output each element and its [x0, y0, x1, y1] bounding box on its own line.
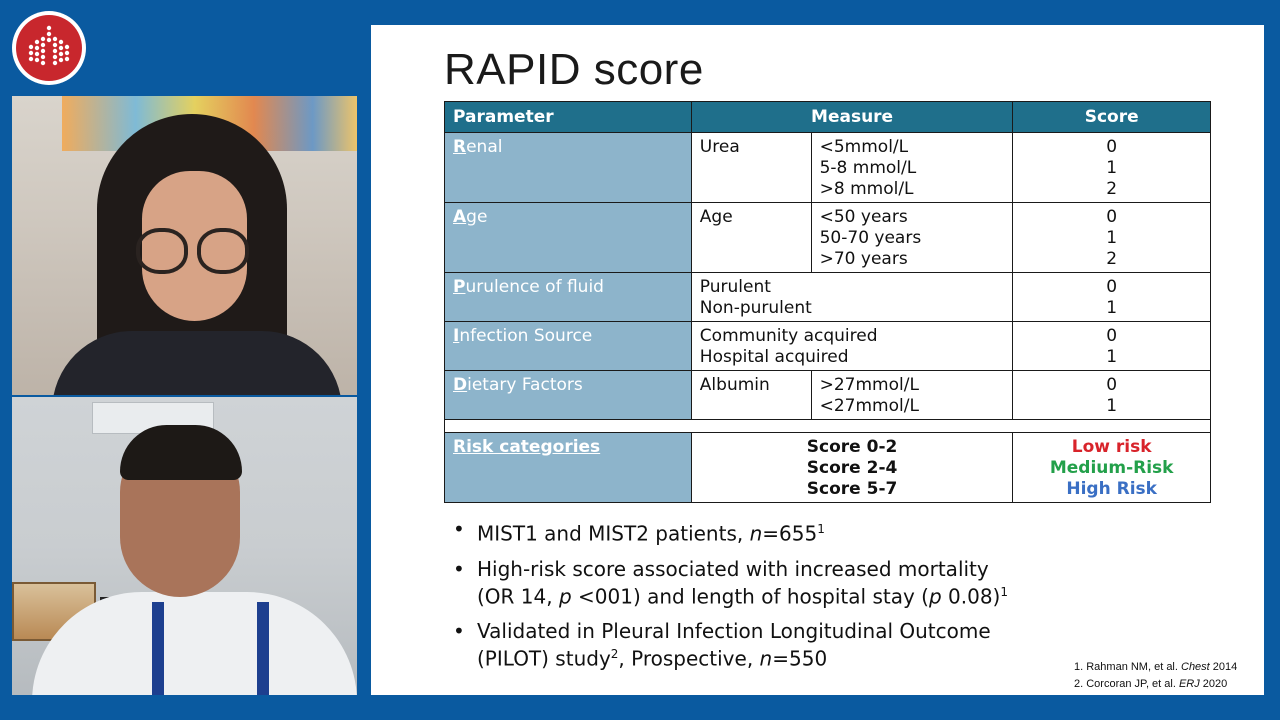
measure-cell: Purulent Non-purulent — [691, 273, 1013, 322]
table-row — [445, 273, 1211, 322]
reference-1: 1. Rahman NM, et al. Chest 2014 — [1074, 661, 1238, 673]
lungs-dots-icon — [16, 15, 82, 81]
table-gap-row — [445, 420, 1211, 433]
range-cell: >27mmol/L <27mmol/L — [811, 371, 1013, 420]
risk-medium: Medium-Risk — [1049, 458, 1174, 478]
bullet-item: • High-risk score associated with increased mortality (OR 14, p <001) and length of hospital stay (p 0.08)$^1$ — [449, 558, 1009, 609]
param-purulence: Purulence of fluid — [445, 273, 692, 322]
header-parameter: Parameter — [445, 102, 692, 133]
param-renal: Renal — [445, 133, 692, 203]
bullet-item: • MIST1 and MIST2 patients, $n=655^1$ — [449, 518, 1009, 546]
score-cell: 0 1 — [1013, 322, 1211, 371]
speaker-1-body — [52, 331, 342, 395]
header-score: Score — [1013, 102, 1211, 133]
lanyard-left — [152, 602, 164, 695]
measure-cell: Age — [691, 203, 811, 273]
glasses-right-lens — [197, 228, 249, 274]
reference-2: 2. Corcoran JP, et al. ERJ 2020 — [1074, 678, 1228, 690]
score-cell: 0 1 — [1013, 273, 1211, 322]
table-header-row — [445, 102, 1211, 133]
score-cell: 0 1 2 — [1013, 203, 1211, 273]
lanyard-right — [257, 602, 269, 695]
range-cell: <50 years 50-70 years >70 years — [811, 203, 1013, 273]
header-measure: Measure — [691, 102, 1013, 133]
param-dietary: Dietary Factors — [445, 371, 692, 420]
table-row — [445, 203, 1211, 273]
measure-cell: Community acquired Hospital acquired — [691, 322, 1013, 371]
presentation-slide — [371, 25, 1264, 695]
video-tile-speaker-2[interactable] — [12, 397, 357, 695]
references — [1074, 659, 1237, 693]
risk-low: Low risk — [1071, 437, 1152, 457]
gap-cell — [445, 420, 1211, 433]
score-cell: 0 1 — [1013, 371, 1211, 420]
risk-high: High Risk — [1066, 479, 1157, 499]
risk-row — [445, 433, 1211, 503]
measure-cell: Albumin — [691, 371, 811, 420]
risk-score-ranges: Score 0-2 Score 2-4 Score 5-7 — [691, 433, 1013, 503]
table-row — [445, 371, 1211, 420]
society-logo — [12, 11, 86, 85]
table-row — [445, 322, 1211, 371]
param-infection: Infection Source — [445, 322, 692, 371]
video-tile-speaker-1[interactable] — [12, 96, 357, 395]
bullet-list — [449, 518, 1009, 683]
param-age: Age — [445, 203, 692, 273]
slide-title: RAPID score — [444, 45, 704, 94]
measure-cell: Urea — [691, 133, 811, 203]
risk-category-labels — [1013, 433, 1211, 503]
table-row — [445, 133, 1211, 203]
bullet-item: • Validated in Pleural Infection Longitudinal Outcome (PILOT) study$^2$, Prospective, n=550 — [449, 620, 1009, 671]
rapid-score-table — [444, 101, 1211, 503]
range-cell: <5mmol/L 5-8 mmol/L >8 mmol/L — [811, 133, 1013, 203]
risk-categories-label: Risk categories — [445, 433, 692, 503]
score-cell: 0 1 2 — [1013, 133, 1211, 203]
logo-emblem — [16, 15, 82, 81]
glasses-left-lens — [136, 228, 188, 274]
speaker-2-hair — [120, 425, 242, 480]
